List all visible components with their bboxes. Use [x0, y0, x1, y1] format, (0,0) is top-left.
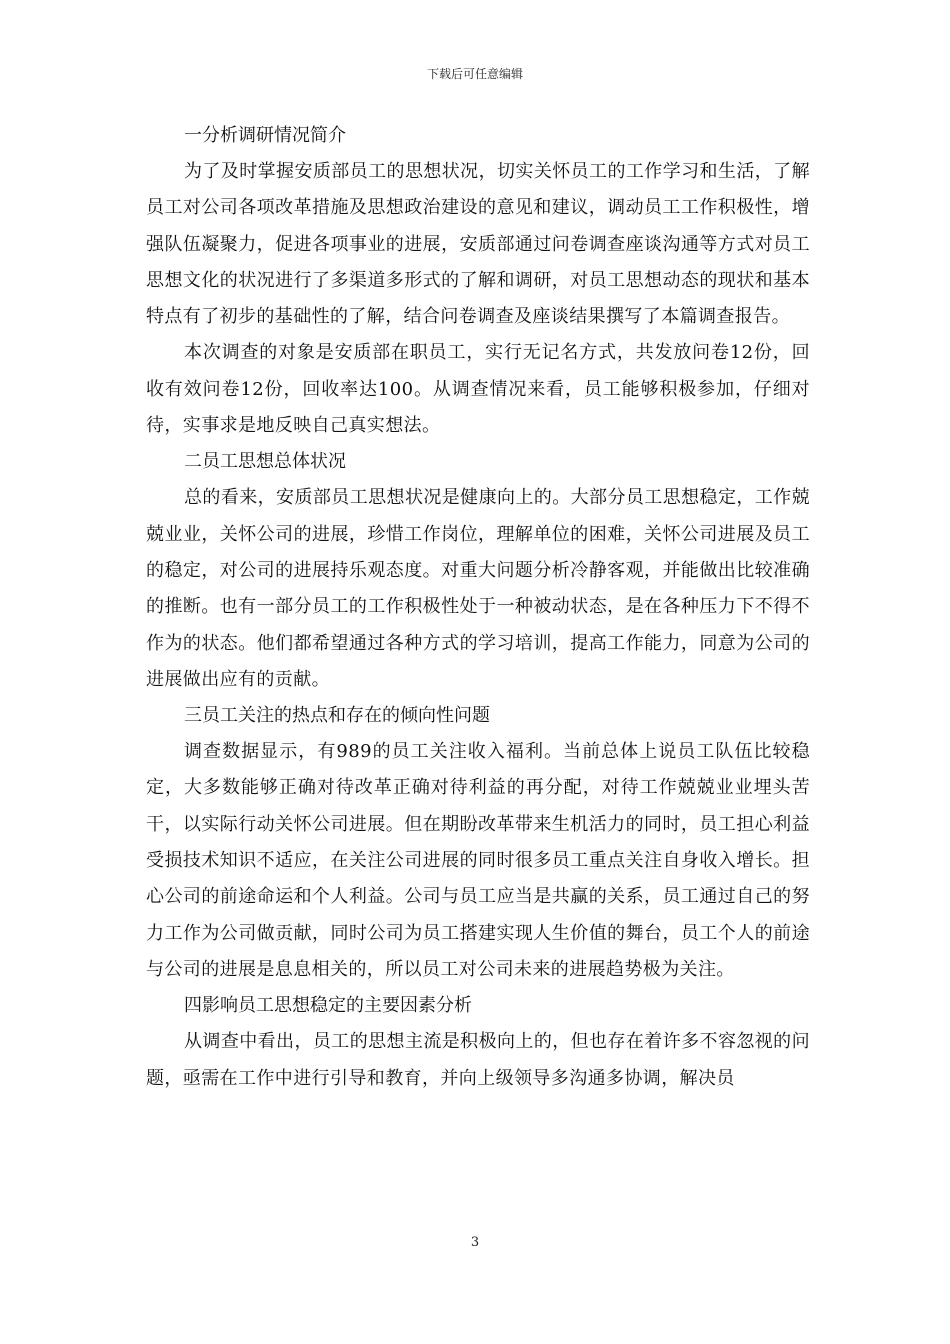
section-heading: 三员工关注的热点和存在的倾向性问题: [184, 705, 490, 727]
section-heading: 一分析调研情况简介: [184, 125, 346, 146]
document-body: [146, 118, 810, 1097]
section-heading: 四影响员工思想稳定的主要因素分析: [184, 995, 472, 1017]
page-header: 下载后可任意编辑: [426, 67, 523, 81]
paragraph: 本次调查的对象是安质部在职员工，实行无记名方式，共发放问卷12份，回收有效问卷12份，回收率达100。从调查情况来看，员工能够积极参加，仔细对待，实事求是地反映自己真实想法。: [146, 342, 810, 437]
paragraph: 总的看来，安质部员工思想状况是健康向上的。大部分员工思想稳定，工作兢兢业业，关怀公司的进展，珍惜工作岗位，理解单位的困难，关怀公司进展及员工的稳定，对公司的进展持乐观态度。对重大问题分析冷静客观，并能做出比较准确的推断。也有一部分员工的工作积极性处于一种被动状态，是在各种压力下不得不作为的状态。他们都希望通过各种方式的学习培训，提高工作能力，同意为公司的进展做出应有的贡献。: [146, 487, 810, 690]
page-number: 3: [470, 1235, 480, 1250]
section-heading: 二员工思想总体状况: [184, 451, 346, 473]
paragraph: 为了及时掌握安质部员工的思想状况，切实关怀员工的工作学习和生活，了解员工对公司各项改革措施及思想政治建设的意见和建议，调动员工工作积极性，增强队伍凝聚力，促进各项事业的进展，安质部通过问卷调查座谈沟通等方式对员工思想文化的状况进行了多渠道多形式的了解和调研，对员工思想动态的现状和基本特点有了初步的基础性的了解，结合问卷调查及座谈结果撰写了本篇调查报告。: [146, 161, 810, 328]
paragraph: 调查数据显示，有989的员工关注收入福利。当前总体上说员工队伍比较稳定，大多数能够正确对待改革正确对待利益的再分配，对待工作兢兢业业埋头苦干，以实际行动关怀公司进展。但在期盼改革带来生机活力的同时，员工担心利益受损技术知识不适应，在关注公司进展的同时很多员工重点关注自身收入增长。担心公司的前途命运和个人利益。公司与员工应当是共赢的关系，员工通过自己的努力工作为公司做贡献，同时公司为员工搭建实现人生价值的舞台，员工个人的前途与公司的进展是息息相关的，所以员工对公司未来的进展趋势极为关注。: [146, 741, 810, 980]
paragraph: 从调查中看出，员工的思想主流是积极向上的，但也存在着许多不容忽视的问题，亟需在工作中进行引导和教育，并向上级领导多沟通多协调，解决员: [146, 1031, 810, 1089]
